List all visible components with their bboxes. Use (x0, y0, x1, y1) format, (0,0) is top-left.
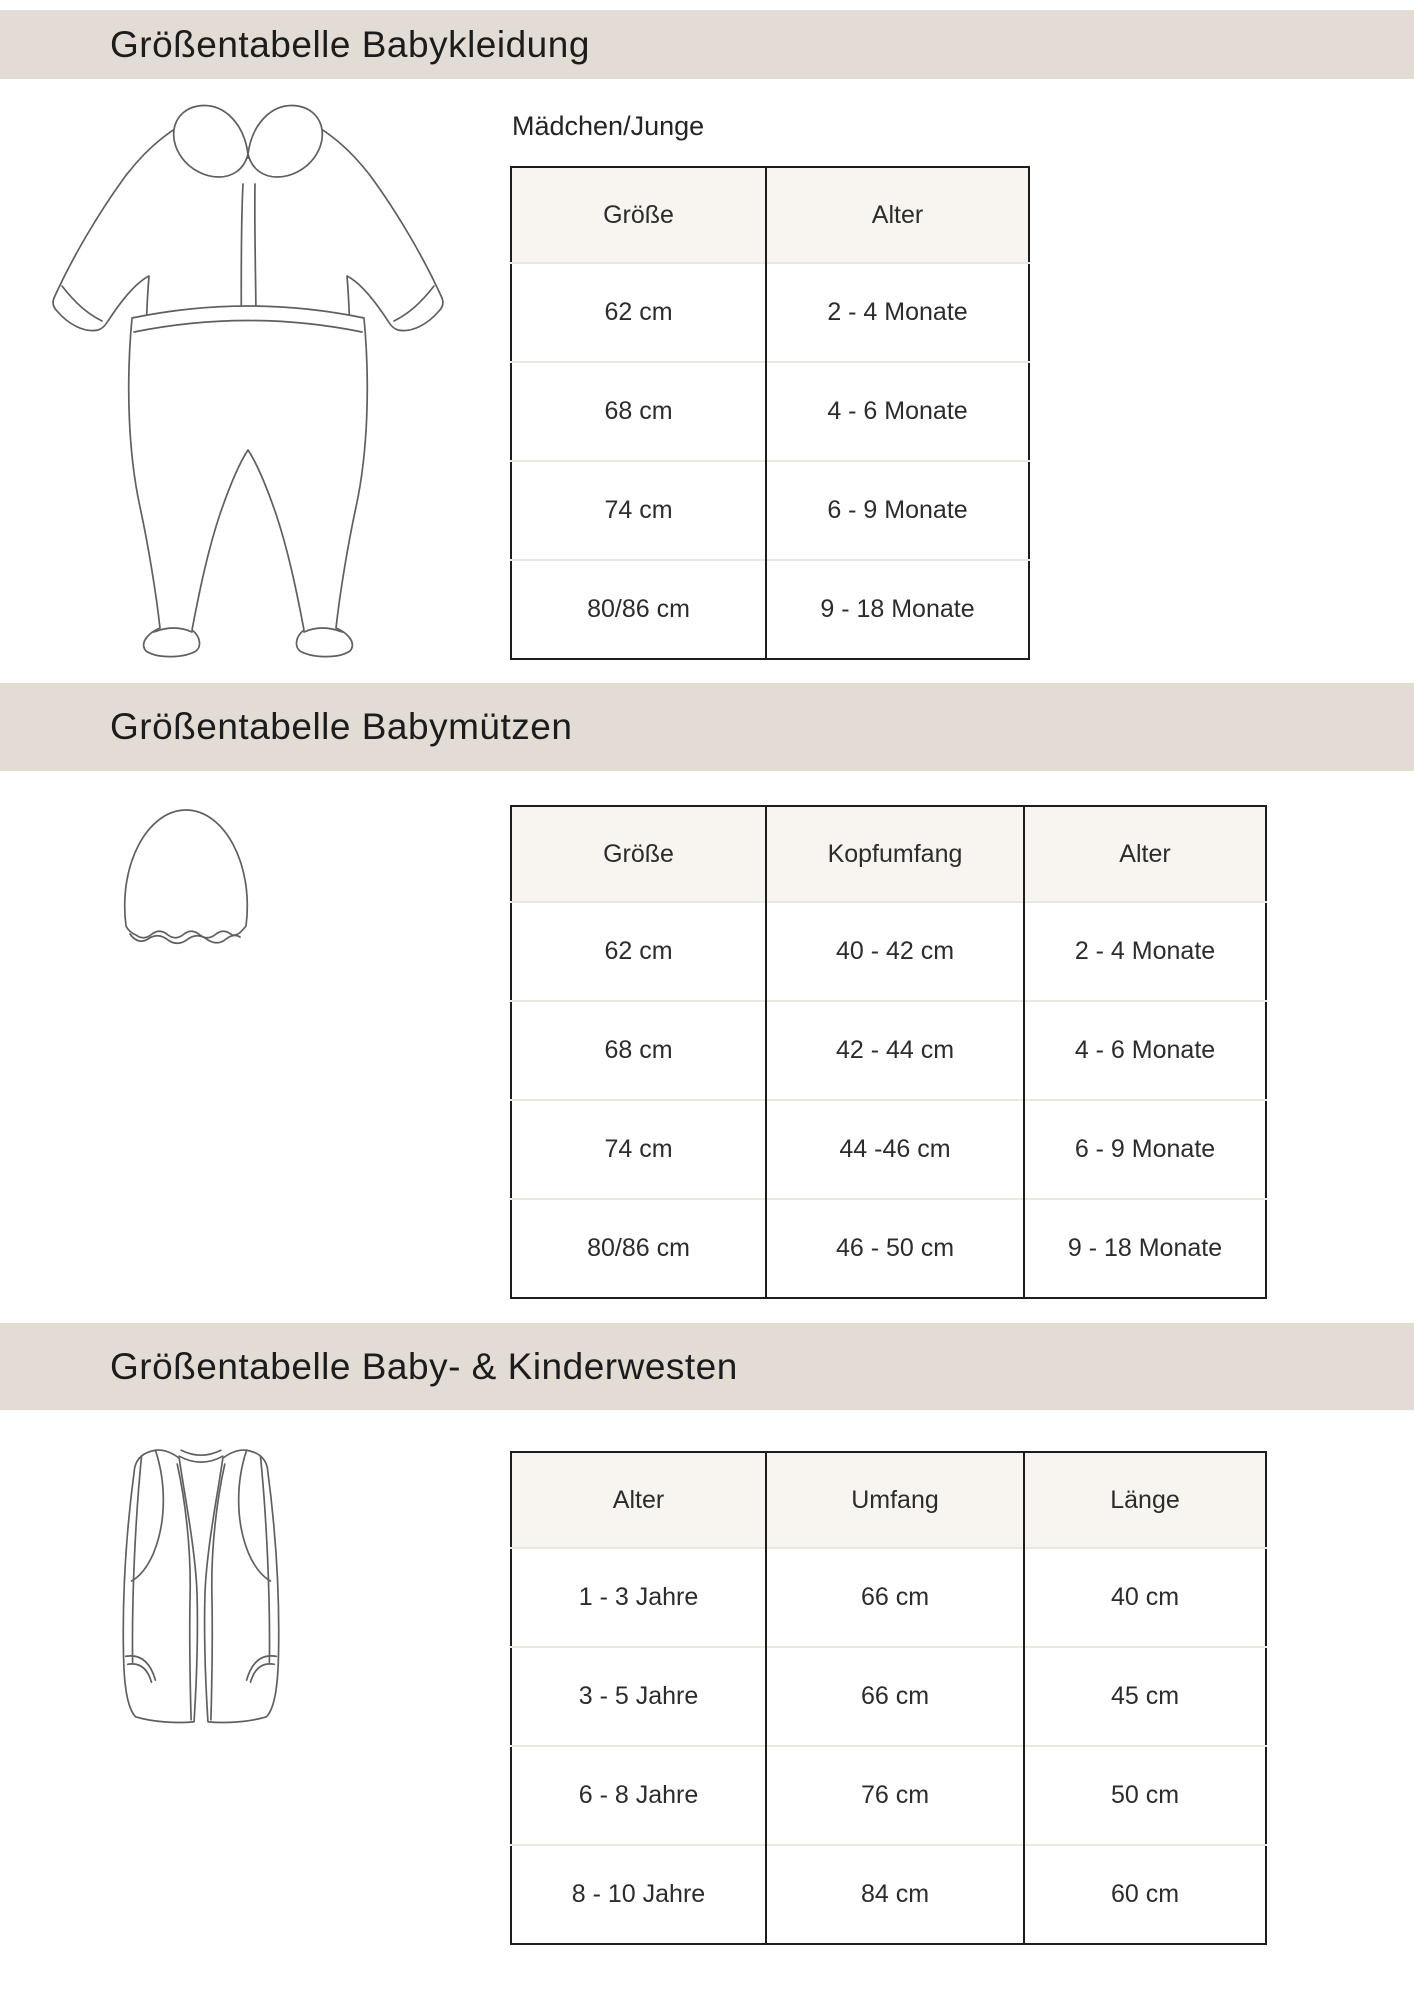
cell-laenge: 40 cm (1024, 1548, 1266, 1647)
table-row (511, 1548, 1266, 1647)
table-header-row (511, 167, 1029, 263)
cell-groesse: 74 cm (511, 1100, 766, 1199)
table-row (511, 1746, 1266, 1845)
cell-groesse: 62 cm (511, 263, 766, 362)
section-title-babykleidung: Größentabelle Babykleidung (110, 23, 590, 65)
cell-laenge: 45 cm (1024, 1647, 1266, 1746)
cell-alter: 6 - 9 Monate (766, 461, 1029, 560)
cell-groesse: 68 cm (511, 1001, 766, 1100)
baby-hat-illustration (110, 798, 262, 982)
cell-alter: 6 - 9 Monate (1024, 1100, 1266, 1199)
cell-laenge: 50 cm (1024, 1746, 1266, 1845)
child-vest-illustration (92, 1436, 310, 1734)
cell-umfang: 66 cm (766, 1548, 1024, 1647)
table-babymuetzen (510, 805, 1267, 1299)
cell-alter: 4 - 6 Monate (1024, 1001, 1266, 1100)
baby-pants-illustration (98, 282, 398, 664)
table-row (511, 1100, 1266, 1199)
cell-laenge: 60 cm (1024, 1845, 1266, 1944)
cell-groesse: 80/86 cm (511, 1199, 766, 1298)
cell-kopfumfang: 42 - 44 cm (766, 1001, 1024, 1100)
table-row (511, 902, 1266, 1001)
cell-kopfumfang: 40 - 42 cm (766, 902, 1024, 1001)
cell-umfang: 84 cm (766, 1845, 1024, 1944)
column-header-groesse: Größe (511, 167, 766, 263)
column-header-groesse: Größe (511, 806, 766, 902)
table-row (511, 1647, 1266, 1746)
cell-alter: 9 - 18 Monate (766, 560, 1029, 659)
table-babykleidung (510, 166, 1030, 660)
section-band-babykleidung (0, 10, 1414, 79)
cell-alter: 2 - 4 Monate (766, 263, 1029, 362)
table-header-row (511, 1452, 1266, 1548)
cell-kopfumfang: 44 -46 cm (766, 1100, 1024, 1199)
cell-alter: 3 - 5 Jahre (511, 1647, 766, 1746)
table-row (511, 461, 1029, 560)
table-row (511, 362, 1029, 461)
cell-umfang: 76 cm (766, 1746, 1024, 1845)
section-band-babymuetzen (0, 683, 1414, 771)
table-row (511, 1001, 1266, 1100)
cell-alter: 8 - 10 Jahre (511, 1845, 766, 1944)
cell-alter: 4 - 6 Monate (766, 362, 1029, 461)
column-header-alter: Alter (1024, 806, 1266, 902)
cell-groesse: 74 cm (511, 461, 766, 560)
cell-alter: 9 - 18 Monate (1024, 1199, 1266, 1298)
table-row (511, 1199, 1266, 1298)
column-header-alter: Alter (511, 1452, 766, 1548)
table-row (511, 1845, 1266, 1944)
cell-alter: 6 - 8 Jahre (511, 1746, 766, 1845)
table-header-row (511, 806, 1266, 902)
section-title-kinderwesten: Größentabelle Baby- & Kinderwesten (110, 1345, 738, 1387)
column-header-umfang: Umfang (766, 1452, 1024, 1548)
cell-groesse: 62 cm (511, 902, 766, 1001)
table-subtitle-maedchen-junge: Mädchen/Junge (512, 111, 705, 141)
cell-kopfumfang: 46 - 50 cm (766, 1199, 1024, 1298)
column-header-kopfumfang: Kopfumfang (766, 806, 1024, 902)
section-band-kinderwesten (0, 1323, 1414, 1410)
table-row (511, 560, 1029, 659)
table-row (511, 263, 1029, 362)
table-kinderwesten (510, 1451, 1267, 1945)
column-header-alter: Alter (766, 167, 1029, 263)
cell-alter: 2 - 4 Monate (1024, 902, 1266, 1001)
cell-umfang: 66 cm (766, 1647, 1024, 1746)
column-header-laenge: Länge (1024, 1452, 1266, 1548)
cell-groesse: 80/86 cm (511, 560, 766, 659)
section-title-babymuetzen: Größentabelle Babymützen (110, 706, 573, 747)
cell-groesse: 68 cm (511, 362, 766, 461)
cell-alter: 1 - 3 Jahre (511, 1548, 766, 1647)
